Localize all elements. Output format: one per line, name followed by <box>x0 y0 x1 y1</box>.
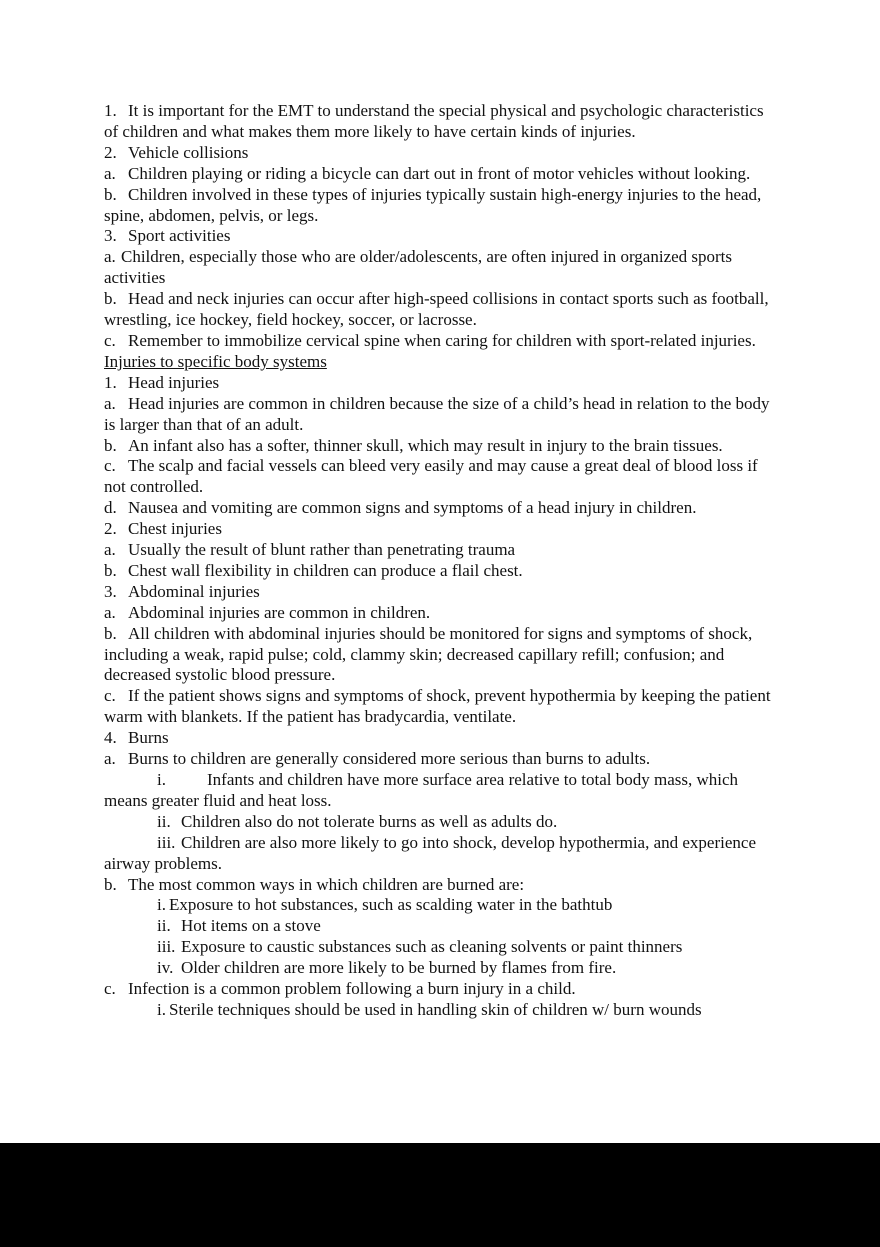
item-text: Older children are more likely to be burned by flames from fire. <box>181 958 617 978</box>
item-text: Burns <box>128 728 169 748</box>
item-text: Exposure to hot substances, such as scalding water in the bathtub <box>169 895 613 915</box>
outline-item <box>104 812 780 833</box>
outline-item <box>104 247 780 289</box>
item-text: Chest injuries <box>128 519 222 539</box>
outline-item <box>104 373 780 394</box>
outline-item <box>104 436 780 457</box>
list-marker: iii. <box>157 832 176 852</box>
outline-item <box>104 895 780 916</box>
list-marker: ii. <box>157 811 171 831</box>
list-marker: iii. <box>157 937 176 957</box>
item-text: All children with abdominal injuries should be monitored for signs and symptoms of shock, including a weak, rapid pulse; cold, clammy skin; decreased capillary refill; confusion; and decreased systolic blood pressure. <box>104 623 753 685</box>
list-marker: c. <box>104 686 116 706</box>
outline-item <box>104 456 780 498</box>
list-marker: a. <box>104 749 116 769</box>
heading-text: Injuries to specific body systems <box>104 351 327 371</box>
list-marker: c. <box>104 456 116 476</box>
item-text: If the patient shows signs and symptoms of shock, prevent hypothermia by keeping the patient warm with blankets. If the patient has bradycardia, ventilate. <box>104 686 771 727</box>
outline-item <box>104 728 780 749</box>
outline-item <box>104 101 780 143</box>
outline-item <box>104 1000 780 1021</box>
item-text: Children involved in these types of injuries typically sustain high-energy injuries to the head, spine, abdomen, pelvis, or legs. <box>104 184 762 225</box>
item-text: Exposure to caustic substances such as cleaning solvents or paint thinners <box>181 937 683 957</box>
item-text: Infants and children have more surface area relative to total body mass, which means greater fluid and heat loss. <box>104 770 739 810</box>
item-text: The scalp and facial vessels can bleed very easily and may cause a great deal of blood loss if not controlled. <box>104 456 758 497</box>
outline-item <box>104 937 780 958</box>
list-marker: a. <box>104 247 116 267</box>
list-marker: a. <box>104 602 116 622</box>
section-heading <box>104 352 780 373</box>
outline-item <box>104 289 780 331</box>
list-marker: b. <box>104 435 117 455</box>
item-text: The most common ways in which children are burned are: <box>128 874 525 894</box>
outline-item <box>104 519 780 540</box>
outline-item <box>104 331 780 352</box>
list-marker: b. <box>104 560 117 580</box>
list-marker: 3. <box>104 226 117 246</box>
list-marker: 1. <box>104 101 117 120</box>
item-text: Burns to children are generally considered more serious than burns to adults. <box>128 749 651 769</box>
list-marker: 3. <box>104 581 117 601</box>
outline-item <box>104 916 780 937</box>
outline-item <box>104 749 780 770</box>
list-marker: 2. <box>104 519 117 539</box>
item-text: Hot items on a stove <box>181 916 321 936</box>
outline-item <box>104 582 780 603</box>
item-text: Children are also more likely to go into shock, develop hypothermia, and experience airway problems. <box>104 832 756 873</box>
outline-item <box>104 498 780 519</box>
list-marker: 4. <box>104 728 117 748</box>
list-marker: b. <box>104 184 117 204</box>
item-text: Infection is a common problem following a burn injury in a child. <box>128 979 576 999</box>
outline-item <box>104 833 780 875</box>
list-marker: c. <box>104 979 116 999</box>
bottom-filler-bar <box>0 1143 880 1247</box>
item-text: It is important for the EMT to understand the special physical and psychologic characteristics of children and what makes them more likely to have certain kinds of injuries. <box>104 101 764 141</box>
list-marker: 1. <box>104 372 117 392</box>
list-marker: c. <box>104 330 116 350</box>
item-text: Sport activities <box>128 226 231 246</box>
outline-item <box>104 958 780 979</box>
list-marker: i. <box>157 895 166 915</box>
outline-item <box>104 686 780 728</box>
outline-item <box>104 226 780 247</box>
item-text: Sterile techniques should be used in handling skin of children w/ burn wounds <box>169 999 702 1019</box>
list-marker: b. <box>104 874 117 894</box>
list-marker: a. <box>104 540 116 560</box>
list-marker: a. <box>104 393 116 413</box>
outline-item <box>104 164 780 185</box>
item-text: Abdominal injuries <box>128 581 260 601</box>
list-marker: ii. <box>157 916 171 936</box>
item-text: Head injuries are common in children because the size of a child’s head in relation to the body is larger than that of an adult. <box>104 393 770 434</box>
item-text: Nausea and vomiting are common signs and symptoms of a head injury in children. <box>128 498 697 518</box>
item-text: Vehicle collisions <box>128 142 249 162</box>
outline-item <box>104 540 780 561</box>
list-marker: i. <box>157 770 166 789</box>
outline-item <box>104 561 780 582</box>
list-marker: iv. <box>157 958 174 978</box>
outline-item <box>104 394 780 436</box>
list-marker: a. <box>104 163 116 183</box>
item-text: Children playing or riding a bicycle can dart out in front of motor vehicles without looking. <box>128 163 751 183</box>
outline-item <box>104 185 780 227</box>
outline-item <box>104 875 780 896</box>
outline-item <box>104 143 780 164</box>
document-body <box>104 101 780 1021</box>
outline-item <box>104 770 780 812</box>
item-text: Usually the result of blunt rather than penetrating trauma <box>128 540 516 560</box>
item-text: An infant also has a softer, thinner skull, which may result in injury to the brain tissues. <box>128 435 723 455</box>
item-text: Children, especially those who are older/adolescents, are often injured in organized sports activities <box>104 247 733 288</box>
list-marker: 2. <box>104 142 117 162</box>
item-text: Head injuries <box>128 372 220 392</box>
item-text: Abdominal injuries are common in children. <box>128 602 431 622</box>
outline-item <box>104 603 780 624</box>
item-text: Chest wall flexibility in children can produce a flail chest. <box>128 560 523 580</box>
list-marker: b. <box>104 623 117 643</box>
list-marker: i. <box>157 999 166 1019</box>
item-text: Head and neck injuries can occur after high-speed collisions in contact sports such as football, wrestling, ice hockey, field hockey, soccer, or lacrosse. <box>104 289 769 330</box>
item-text: Children also do not tolerate burns as well as adults do. <box>181 811 558 831</box>
outline-item <box>104 979 780 1000</box>
outline-item <box>104 624 780 687</box>
item-text: Remember to immobilize cervical spine when caring for children with sport-related injuries. <box>128 330 756 350</box>
list-marker: d. <box>104 498 117 518</box>
list-marker: b. <box>104 289 117 309</box>
